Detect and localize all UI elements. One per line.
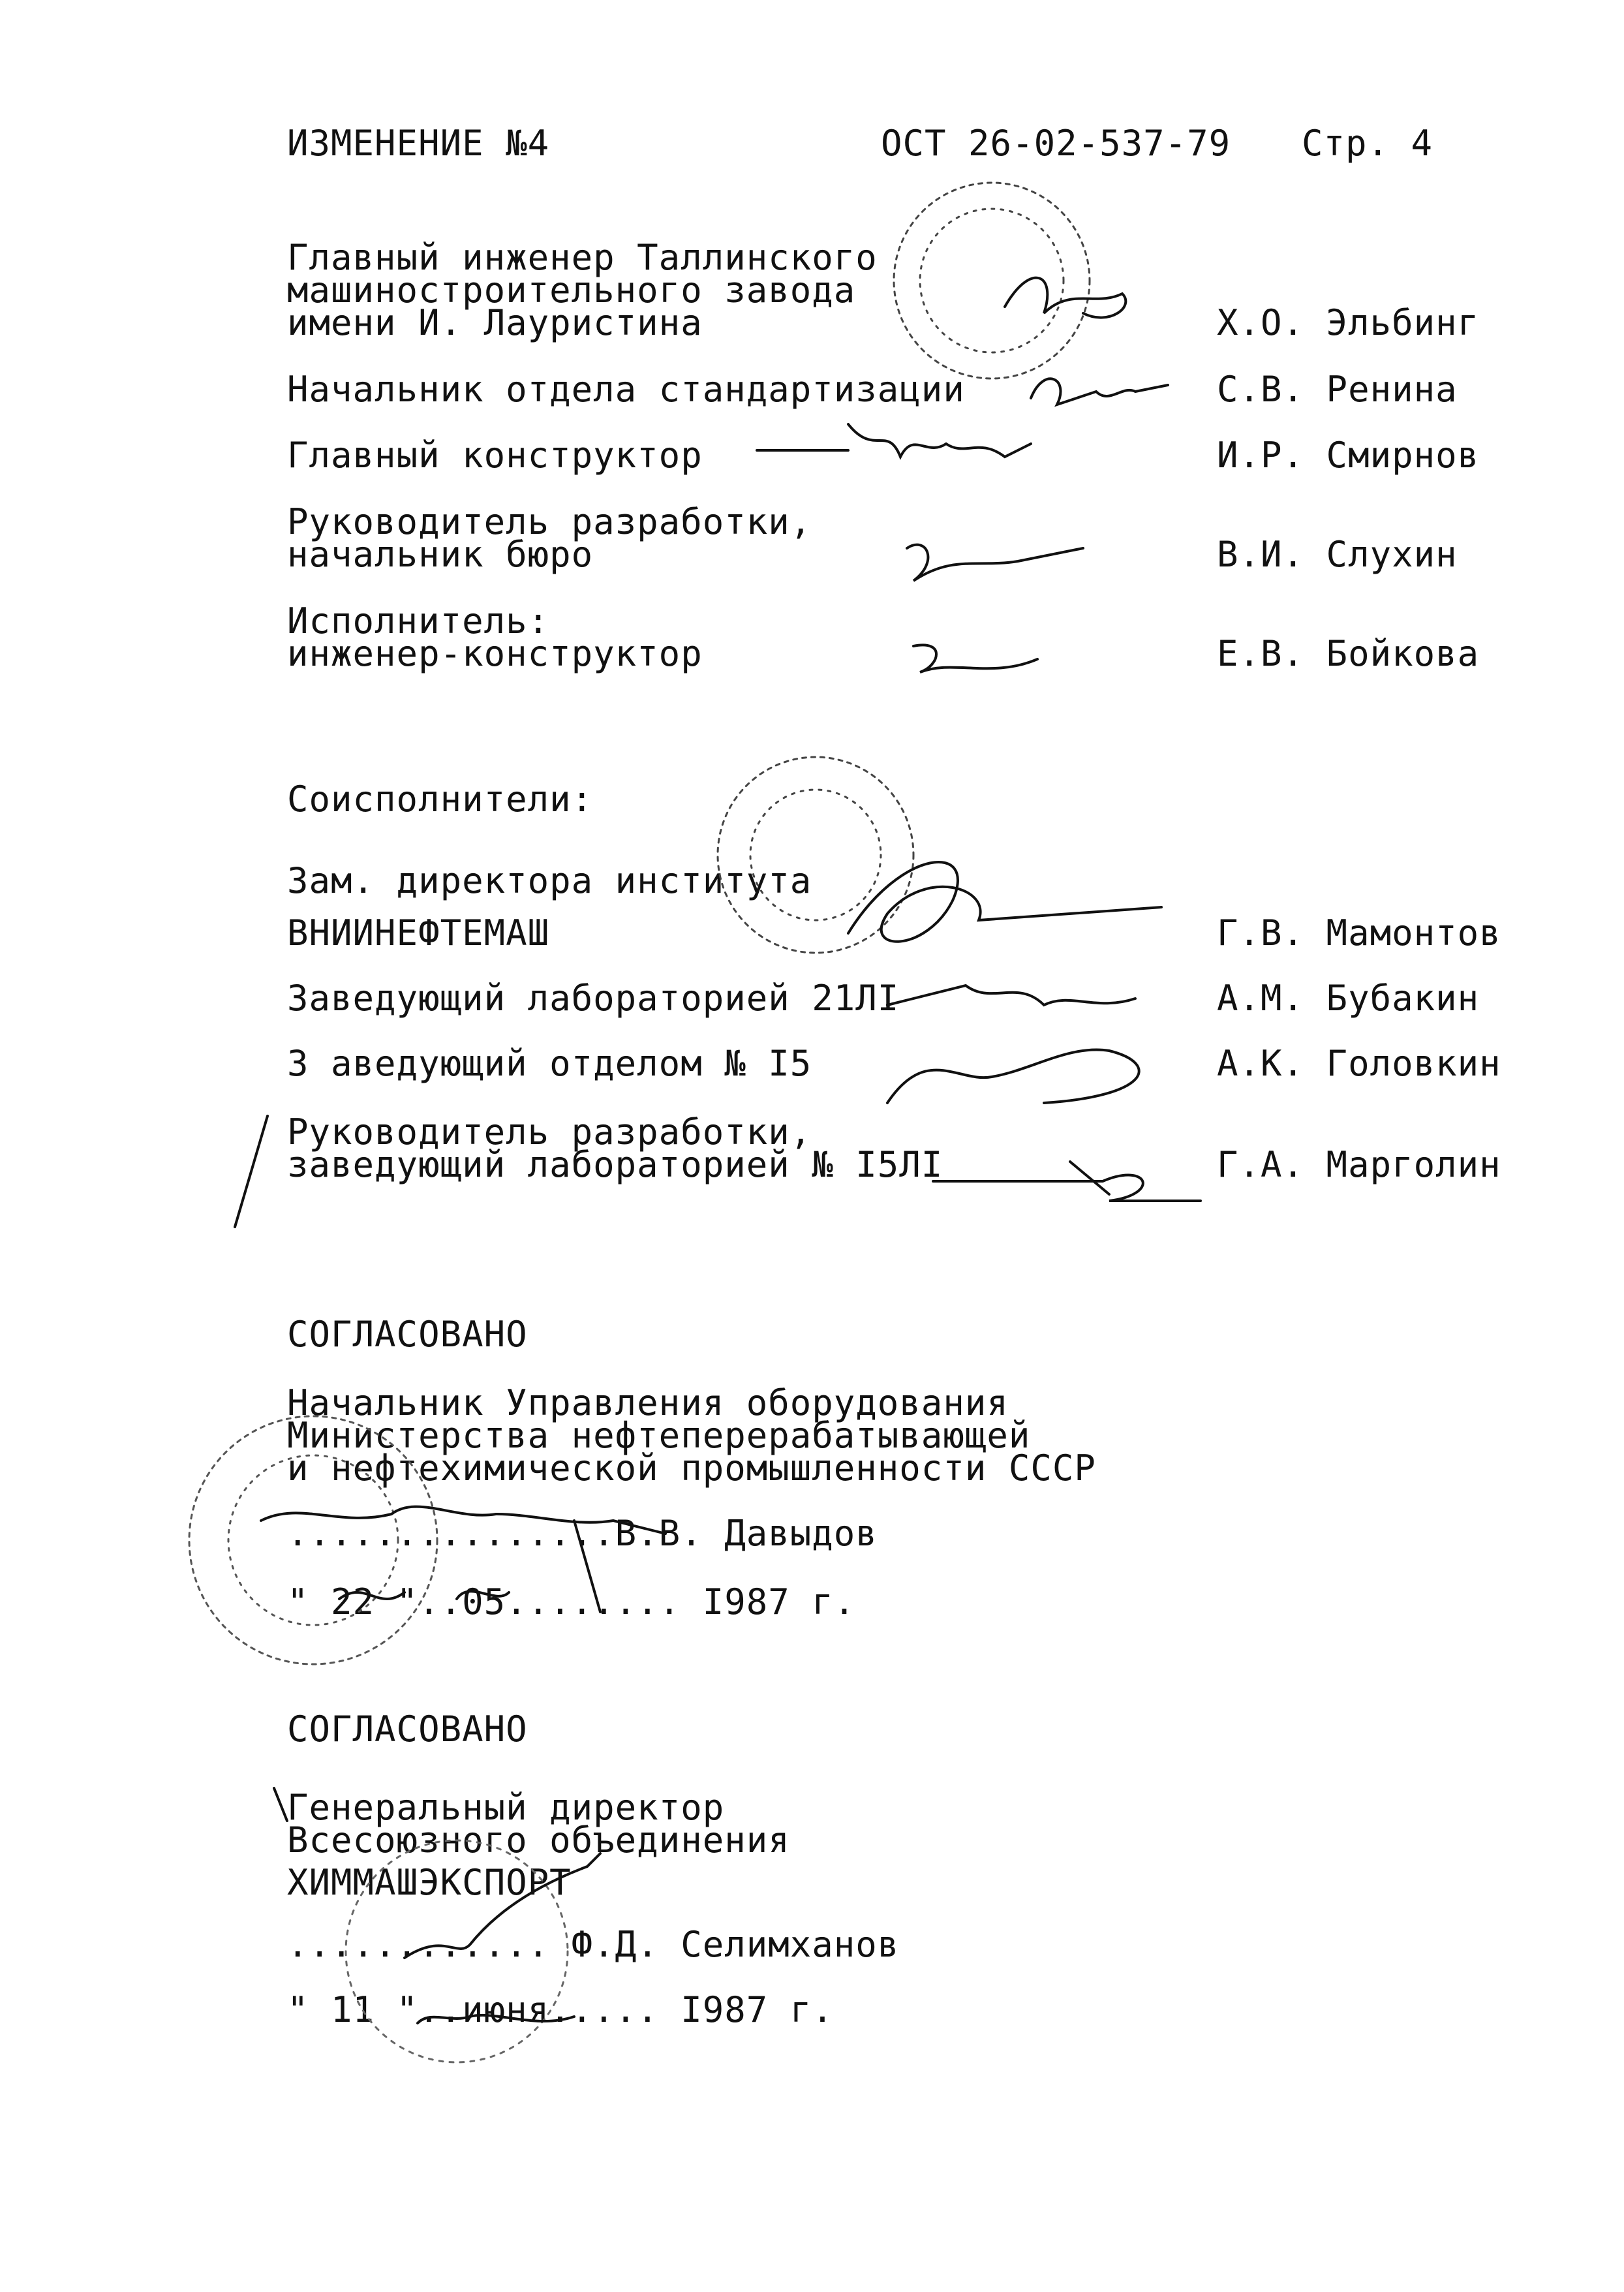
signature-selimkhanov: [405, 1853, 600, 1958]
role-line: Главный конструктор: [287, 435, 703, 476]
role-line: ВНИИНЕФТЕМАШ: [287, 912, 550, 953]
approval-heading: СОГЛАСОВАНО: [287, 1709, 528, 1750]
seal-stamp-bottom: [346, 1840, 568, 2062]
section-heading: Соисполнители:: [287, 779, 594, 820]
approval-heading: СОГЛАСОВАНО: [287, 1314, 528, 1355]
role-line: машиностроительного завода: [287, 270, 856, 311]
signature-golovkin: [887, 1049, 1139, 1103]
role-line: Руководитель разработки,: [287, 1111, 812, 1153]
signatory-name: Г.А. Марголин: [1217, 1144, 1501, 1185]
approval-line: Всесоюзного объединения: [287, 1820, 790, 1861]
role-line: Исполнитель:: [287, 600, 550, 642]
signatory-name: А.М. Бубакин: [1217, 978, 1480, 1019]
signature-slukhin: [907, 545, 1083, 581]
signature-davydov: [261, 1507, 666, 1534]
role-line: Начальник отдела стандартизации: [287, 369, 965, 410]
role-line: имени И. Лауристина: [287, 302, 703, 343]
approval-line: Начальник Управления оборудования: [287, 1382, 1009, 1423]
signatory-name: В.И. Слухин: [1217, 534, 1458, 575]
role-line: Руководитель разработки,: [287, 501, 812, 542]
role-line: Зам. директора института: [287, 860, 812, 901]
seal-stamp-middle: [718, 757, 913, 953]
role-line: З аведующий отделом № I5: [287, 1043, 812, 1084]
change-number: ИЗМЕНЕНИЕ №4: [287, 123, 550, 164]
role-line: Главный инженер Таллинского: [287, 237, 878, 278]
signature-smirnov: [757, 424, 1031, 457]
signature-bubakin: [887, 985, 1135, 1005]
margin-mark: [274, 1788, 287, 1821]
role-line: инженер-конструктор: [287, 633, 703, 674]
signature-line: ...............В.В. Давыдов: [287, 1513, 878, 1554]
seal-stamp-top: [894, 183, 1090, 379]
signature-elbing: [1005, 278, 1126, 318]
role-line: заведующий лабораторией № I5ЛI: [287, 1144, 943, 1185]
approval-line: Министерства нефтеперерабатывающей: [287, 1415, 1031, 1456]
role-line: начальник бюро: [287, 534, 594, 575]
standard-number: ОСТ 26-02-537-79: [881, 123, 1231, 164]
page-number: Стр. 4: [1302, 123, 1433, 164]
approval-line: ХИММАШЭКСПОРТ: [287, 1862, 572, 1903]
seal-stamp-lower: [189, 1416, 437, 1664]
date-line: " 11 "..июня..... I987 г.: [287, 1989, 834, 2030]
signatory-name: С.В. Ренина: [1217, 369, 1458, 410]
signature-margolin: [933, 1162, 1201, 1201]
signatory-name: И.Р. Смирнов: [1217, 435, 1480, 476]
signatory-name: Х.О. Эльбинг: [1217, 302, 1480, 343]
signature-boykova: [913, 645, 1037, 672]
signature-renina: [1031, 379, 1168, 405]
margin-mark: [235, 1116, 268, 1227]
date-line: " 22 "..05........ I987 г.: [287, 1581, 856, 1622]
role-line: Заведующий лабораторией 21ЛI: [287, 978, 900, 1019]
signatory-name: Е.В. Бойкова: [1217, 633, 1480, 674]
approval-line: Генеральный директор: [287, 1787, 725, 1828]
approval-line: и нефтехимической промышленности СССР: [287, 1448, 1096, 1489]
handwritten-date-1: [339, 1521, 600, 1612]
signature-mamontov: [848, 862, 1161, 942]
signatory-name: Г.В. Мамонтов: [1217, 912, 1501, 953]
signature-line: ............ Ф.Д. Селимханов: [287, 1924, 900, 1965]
handwritten-date-2: [418, 2015, 574, 2023]
signatory-name: А.К. Головкин: [1217, 1043, 1501, 1084]
